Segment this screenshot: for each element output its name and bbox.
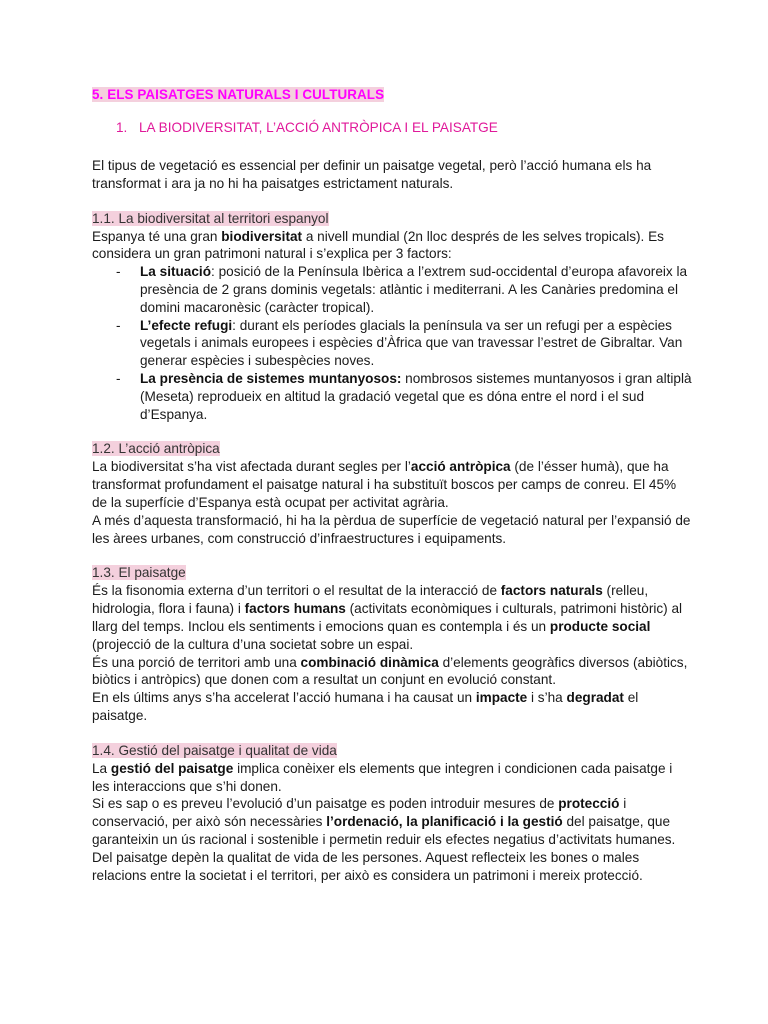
bold-term: factors humans [244, 601, 346, 617]
text-run: La [92, 760, 111, 776]
bold-term: impacte [475, 690, 528, 706]
list-item [116, 317, 692, 370]
text-run: i conservació, per això són necessàries [92, 796, 627, 830]
intro-paragraph: El tipus de vegetació es essencial per definir un paisatge vegetal, però l’acció humana els ha transformat i ara ja no hi ha paisatges estrictament naturals. [92, 158, 652, 191]
text-run: Si es sap o es preveu l’evolució d’un paisatge es poden introduir mesures de [92, 796, 559, 812]
paragraph [92, 228, 692, 264]
text-run: (projecció de la cultura d’una societat sobre un espai. [92, 636, 414, 652]
text-run: a nivell mundial (2n lloc després de les selves tropicals). Es considera un gran patrimoni natural i s’explica per 3 factors: [92, 228, 664, 262]
bold-term: La situació [140, 264, 212, 280]
text-run: i s’ha [527, 690, 567, 706]
bold-term: combinació dinàmica [300, 654, 439, 670]
subtitle-number: 1. [116, 120, 128, 135]
section-paisatge [92, 564, 692, 724]
main-title: 5. ELS PAISATGES NATURALS I CULTURALS [92, 87, 385, 102]
text-run: : durant els períodes glacials la península va ser un refugi per a espècies vegetals i animals europees i espècies d’Àfrica que van travessar l’estret de Gibraltar. Van generar espècies i subespècies noves. [140, 317, 683, 369]
document-page [92, 86, 692, 884]
text-run: En els últims anys s’ha accelerat l’acció humana i ha causat un [92, 690, 476, 706]
section-heading: 1.1. La biodiversitat al territori espanyol [92, 210, 329, 226]
section-accio-antropica [92, 440, 692, 547]
text-run: nombrosos sistemes muntanyosos i gran altiplà (Meseta) reprodueix en altitud la gradació vegetal que es dóna entre el nord i el sud d’Espanya. [140, 370, 692, 422]
text-run: (activitats econòmiques i culturals, patrimoni històric) al llarg del temps. Inclou els sentiments i emocions quan es contempla i és un [92, 601, 683, 634]
paragraph [92, 458, 692, 511]
subtitle [92, 119, 692, 139]
bold-term: degradat [566, 690, 624, 706]
dash-bullet: - [116, 317, 121, 333]
bold-term: gestió del paisatge [110, 760, 234, 776]
list-item [116, 370, 692, 423]
title-block [92, 86, 692, 106]
bold-term: l’ordenació, la planificació i la gestió [326, 814, 563, 830]
bold-term: acció antròpica [410, 459, 511, 475]
text-run: És una porció de territori amb una [92, 654, 301, 670]
text-run: : posició de la Península Ibèrica a l’extrem sud-occidental d’europa afavoreix la presència de 2 grans dominis vegetals: atlàntic i mediterrani. A les Canàries predomina el domini macaronèsic (caràcter tropical). [140, 264, 688, 315]
paragraph [92, 654, 692, 690]
bold-term: producte social [549, 618, 651, 634]
text-run: (de l’ésser humà), que ha transformat profundament el paisatge natural i ha substituït boscos per camps de conreu. El 45% de la superfície d’Espanya està ocupat per activitat agrària. [92, 459, 677, 510]
bold-term: La presència de sistemes muntanyosos: [140, 370, 402, 386]
section-gestio-paisatge [92, 742, 692, 885]
paragraph: A més d’aquesta transformació, hi ha la pèrdua de superfície de vegetació natural per l’expansió de les àrees urbanes, com construcció d’infraestructures i equipaments. [92, 512, 691, 546]
bold-term: protecció [558, 796, 620, 812]
text-run: Espanya té una gran [92, 228, 222, 244]
factor-list [92, 263, 692, 423]
bold-term: L’efecte refugi [140, 317, 233, 333]
text-run: d’elements geogràfics diversos (abiòtics, biòtics i antròpics) que donen com a resultat un conjunt en evolució constant. [92, 654, 688, 688]
list-item [116, 263, 692, 316]
bold-term: factors naturals [500, 583, 603, 599]
text-run: implica conèixer els elements que integren i condicionen cada paisatge i les interaccions que s’hi donen. [92, 760, 673, 794]
dash-bullet: - [116, 370, 121, 386]
bold-term: biodiversitat [221, 228, 303, 244]
section-biodiversitat [92, 210, 692, 424]
paragraph [92, 582, 692, 653]
section-heading: 1.2. L’acció antròpica [92, 441, 220, 457]
text-run: És la fisonomia externa d’un territori o el resultat de la interacció de [92, 583, 501, 599]
text-run: el paisatge. [92, 690, 639, 723]
section-heading: 1.4. Gestió del paisatge i qualitat de vida [92, 742, 337, 758]
text-run: del paisatge, que garanteixin un ús racional i sostenible i permetin reduir els efectes negatius d’activitats humanes. [92, 814, 676, 847]
dash-bullet: - [116, 264, 121, 280]
paragraph [92, 689, 692, 725]
paragraph [92, 760, 692, 796]
text-run: La biodiversitat s’ha vist afectada durant segles per l’ [92, 459, 411, 475]
section-heading: 1.3. El paisatge [92, 565, 186, 581]
paragraph [92, 795, 692, 848]
subtitle-text: LA BIODIVERSITAT, L’ACCIÓ ANTRÒPICA I EL PAISATGE [139, 120, 498, 135]
paragraph: Del paisatge depèn la qualitat de vida de les persones. Aquest reflecteix les bones o males relacions entre la societat i el territori, per això es considera un patrimoni i mereix protecció. [92, 849, 643, 883]
text-run: (relleu, hidrologia, flora i fauna) i [92, 583, 649, 617]
